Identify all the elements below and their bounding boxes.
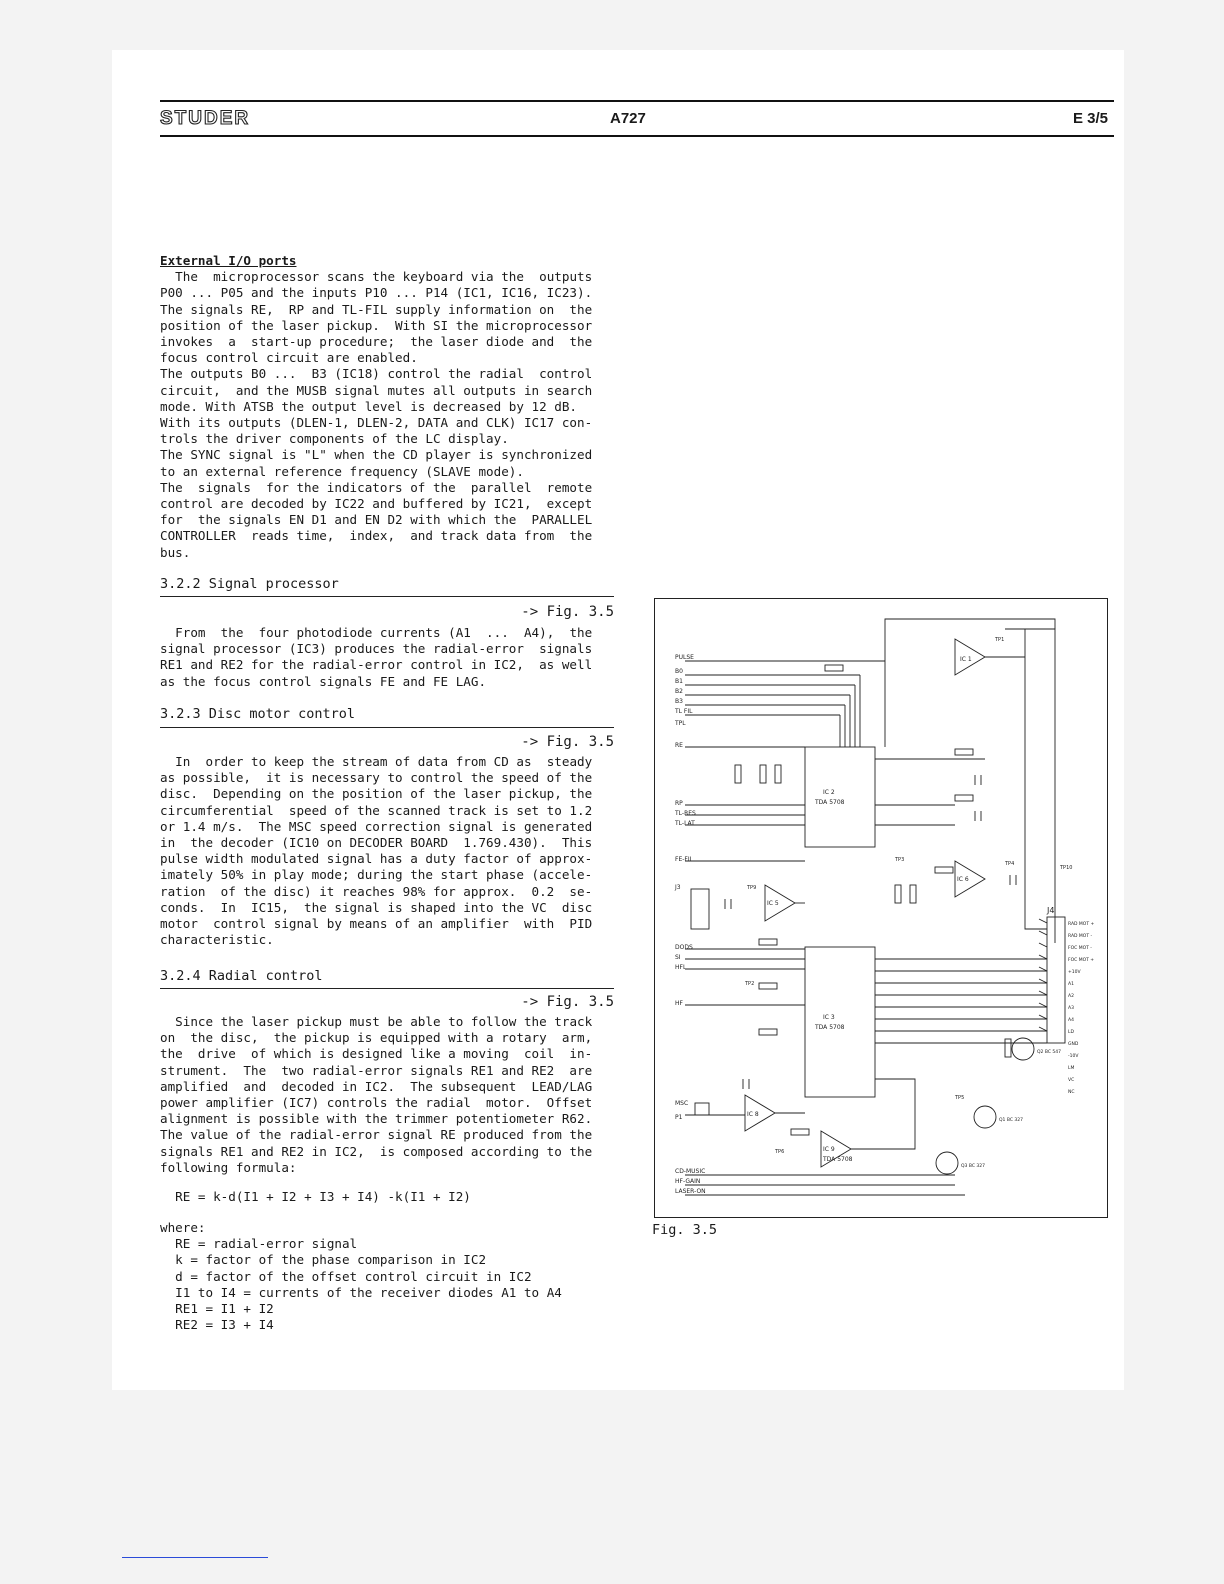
schematic-signal-label: TL FIL (675, 708, 693, 715)
radial-control-paragraph: Since the laser pickup must be able to follow the track on the disc, the pickup is equipped with a rotary arm, the drive of which is designed like a moving coil in- strument. The two radial-error signals RE1 and RE2 are amplified and decoded in IC2. The subsequent LEAD/LAG power amplifier (IC7) controls the radial motor. Offset alignment is possible with the trimmer potentiometer R62. The value of the radial-error signal RE produced from the signals RE1 and RE2 in IC2, is composed according to the following formula: (160, 1014, 593, 1175)
schematic-ic-label: IC 3 (823, 1014, 835, 1021)
header-bottom-rule (160, 135, 1114, 137)
schematic-signal-label: HF-GAIN (675, 1178, 701, 1185)
schematic-transistor-label: Q1 BC 327 (999, 1118, 1024, 1123)
radial-control-heading: 3.2.4 Radial control (160, 968, 323, 984)
definition-line: k = factor of the phase comparison in IC2 (160, 1252, 487, 1268)
schematic-pin-label: -10V (1068, 1054, 1079, 1059)
figure-reference[interactable]: -> Fig. 3.5 (521, 734, 614, 750)
transistor-q3 (936, 1152, 958, 1174)
schematic-testpoint-label: TP3 (895, 857, 905, 863)
schematic-signal-label: HF (675, 1000, 683, 1007)
external-io-paragraph: The outputs B0 ... B3 (IC18) control the radial control circuit, and the MUSB signal mutes all outputs in search mode. With ATSB the output level is decreased by 12 dB. (160, 366, 593, 414)
where-label: where: (160, 1220, 206, 1235)
schematic-signal-label: CD-MUSIC (675, 1168, 706, 1175)
schematic-pin-label: A3 (1068, 1006, 1074, 1011)
potentiometer-p1 (695, 1103, 709, 1115)
schematic-signal-label: PULSE (675, 654, 694, 661)
disc-motor-text (160, 754, 614, 948)
ic2-block (805, 747, 875, 847)
external-io-section (160, 253, 614, 561)
schematic-signal-label: B1 (675, 678, 683, 685)
j3-connector (691, 889, 709, 929)
schematic-transistor-label: Q2 BC 547 (1037, 1050, 1062, 1055)
schematic-testpoint-label: TP1 (995, 637, 1005, 643)
figure-caption: Fig. 3.5 (652, 1222, 718, 1238)
j4-connector (1047, 917, 1065, 1043)
ic3-block (805, 947, 875, 1097)
schematic-signal-label: TL-LAT (675, 820, 695, 827)
schematic-testpoint-label: TP4 (1005, 861, 1015, 867)
schematic-signal-label: B3 (675, 698, 683, 705)
schematic-ic-label: IC 6 (957, 876, 969, 883)
figure-reference[interactable]: -> Fig. 3.5 (521, 604, 614, 620)
schematic-pin-label: GND (1068, 1042, 1079, 1047)
brand-logo: STUDER (160, 108, 251, 129)
definition-line: RE1 = I1 + I2 (160, 1301, 274, 1317)
schematic-ic-label: IC 8 (747, 1111, 759, 1118)
external-io-heading: External I/O ports (160, 253, 297, 268)
figure-reference[interactable]: -> Fig. 3.5 (521, 994, 614, 1010)
external-io-paragraph: The microprocessor scans the keyboard via the outputs P00 ... P05 and the inputs P10 ... P14 (IC1, IC16, IC23). The signals RE, RP and TL-FIL supply information on the position of the laser pickup. With SI the microprocessor invokes a start-up procedure; the laser diode and the focus control circuit are enabled. (160, 269, 593, 366)
transistor-q1 (974, 1106, 996, 1128)
schematic-pin-label: FOC MOT - (1068, 946, 1092, 951)
schematic-pin-label: A4 (1068, 1018, 1074, 1023)
schematic-pin-label: FOC MOT + (1068, 958, 1095, 963)
section-rule (160, 596, 614, 597)
model-number: A727 (610, 110, 646, 127)
schematic-testpoint-label: TP2 (745, 981, 755, 987)
schematic-signal-label: TL-RES (675, 810, 696, 817)
schematic-signal-label: TPL (675, 720, 686, 727)
schematic-testpoint-label: TP10 (1060, 865, 1073, 871)
schematic-signal-label: RE (675, 742, 683, 749)
schematic-ic-label: IC 1 (960, 656, 972, 663)
section-rule (160, 988, 614, 989)
schematic-pin-label: +10V (1068, 970, 1081, 975)
external-io-paragraph: The signals for the indicators of the parallel remote control are decoded by IC22 and buffered by IC21, except for the signals EN D1 and EN D2 with which the PARALLEL CONTROLLER reads time, index, and track data from the bus. (160, 479, 593, 560)
schematic-diagram (655, 599, 1107, 1217)
schematic-ic-label: IC 5 (767, 900, 779, 907)
schematic-testpoint-label: TP5 (955, 1095, 965, 1101)
disc-motor-paragraph: In order to keep the stream of data from CD as steady as possible, it is necessary to control the speed of the disc. Depending on the position of the laser pickup, the circumferential speed of the scanned track is set to 1.2 or 1.4 m/s. The MSC speed correction signal is generated in the decoder (IC10 on DECODER BOARD 1.769.430). This pulse width modulated signal has a duty factor of approx- imately 50% in play mode; during the start phase (accele- ration of the disc) it reaches 98% for approx. 0.2 se- conds. In IC15, the signal is shaped into the VC disc motor control signal by means of an amplifier with PID characteristic. (160, 754, 593, 948)
page-number: E 3/5 (1072, 110, 1108, 127)
schematic-pin-label: LM (1068, 1066, 1075, 1071)
signal-processor-heading: 3.2.2 Signal processor (160, 576, 339, 592)
external-io-paragraph: With its outputs (DLEN-1, DLEN-2, DATA and CLK) IC17 con- trols the driver components of the LC display. (160, 415, 593, 447)
schematic-ic-label: IC 9 (823, 1146, 835, 1153)
schematic-signal-label: HFL (675, 964, 687, 971)
schematic-signal-label: FE-FIL (675, 856, 693, 863)
footer-link-line (122, 1557, 268, 1558)
section-rule (160, 727, 614, 728)
schematic-connector-label: J4 (1047, 906, 1055, 915)
radial-formula (160, 1189, 614, 1205)
schematic-testpoint-label: TP6 (775, 1149, 785, 1155)
schematic-ic-label: TDA 5708 (815, 799, 845, 806)
schematic-signal-label: MSC (675, 1100, 689, 1107)
schematic-signal-label: J3 (675, 884, 681, 891)
definition-line: I1 to I4 = currents of the receiver diodes A1 to A4 (160, 1284, 562, 1300)
definition-line: RE2 = I3 + I4 (160, 1317, 274, 1333)
external-io-paragraph: The SYNC signal is "L" when the CD player is synchronized to an external reference frequency (SLAVE mode). (160, 447, 593, 479)
definition-line: d = factor of the offset control circuit in IC2 (160, 1268, 532, 1284)
schematic-pin-label: NC (1068, 1090, 1075, 1095)
schematic-signal-label: B2 (675, 688, 683, 695)
signal-processor-text (160, 625, 614, 690)
schematic-signal-label: RP (675, 800, 683, 807)
formula-definitions (160, 1220, 614, 1333)
schematic-pin-label: RAD MOT + (1068, 922, 1095, 927)
radial-control-text (160, 1014, 614, 1176)
schematic-ic-label: TDA 5708 (815, 1024, 845, 1031)
header-top-rule (160, 100, 1114, 102)
schematic-figure (654, 598, 1108, 1218)
schematic-pin-label: RAD MOT - (1068, 934, 1093, 939)
schematic-signal-label: LASER-ON (675, 1188, 706, 1195)
schematic-pin-label: LD (1068, 1030, 1074, 1035)
schematic-ic-label: IC 2 (823, 789, 835, 796)
schematic-signal-label: DODS (675, 944, 693, 951)
schematic-transistor-label: Q3 BC 327 (961, 1164, 986, 1169)
schematic-pin-label: A1 (1068, 982, 1074, 987)
signal-processor-paragraph: From the four photodiode currents (A1 ... A4), the signal processor (IC3) produces the radial-error signals RE1 and RE2 for the radial-error control in IC2, as well as the focus control signals FE and FE LAG. (160, 625, 593, 689)
formula-line: RE = k-d(I1 + I2 + I3 + I4) -k(I1 + I2) (160, 1189, 471, 1204)
disc-motor-heading: 3.2.3 Disc motor control (160, 706, 356, 722)
schematic-signal-label: B0 (675, 668, 683, 675)
definition-line: RE = radial-error signal (160, 1236, 358, 1252)
schematic-pin-label: A2 (1068, 994, 1074, 999)
schematic-pin-label: VC (1068, 1078, 1075, 1083)
schematic-signal-label: P1 (675, 1114, 683, 1121)
schematic-ic-label: TDA 5708 (823, 1156, 853, 1163)
schematic-signal-label: SI (675, 954, 681, 961)
schematic-testpoint-label: TP9 (747, 885, 757, 891)
transistor-q2 (1012, 1038, 1034, 1060)
